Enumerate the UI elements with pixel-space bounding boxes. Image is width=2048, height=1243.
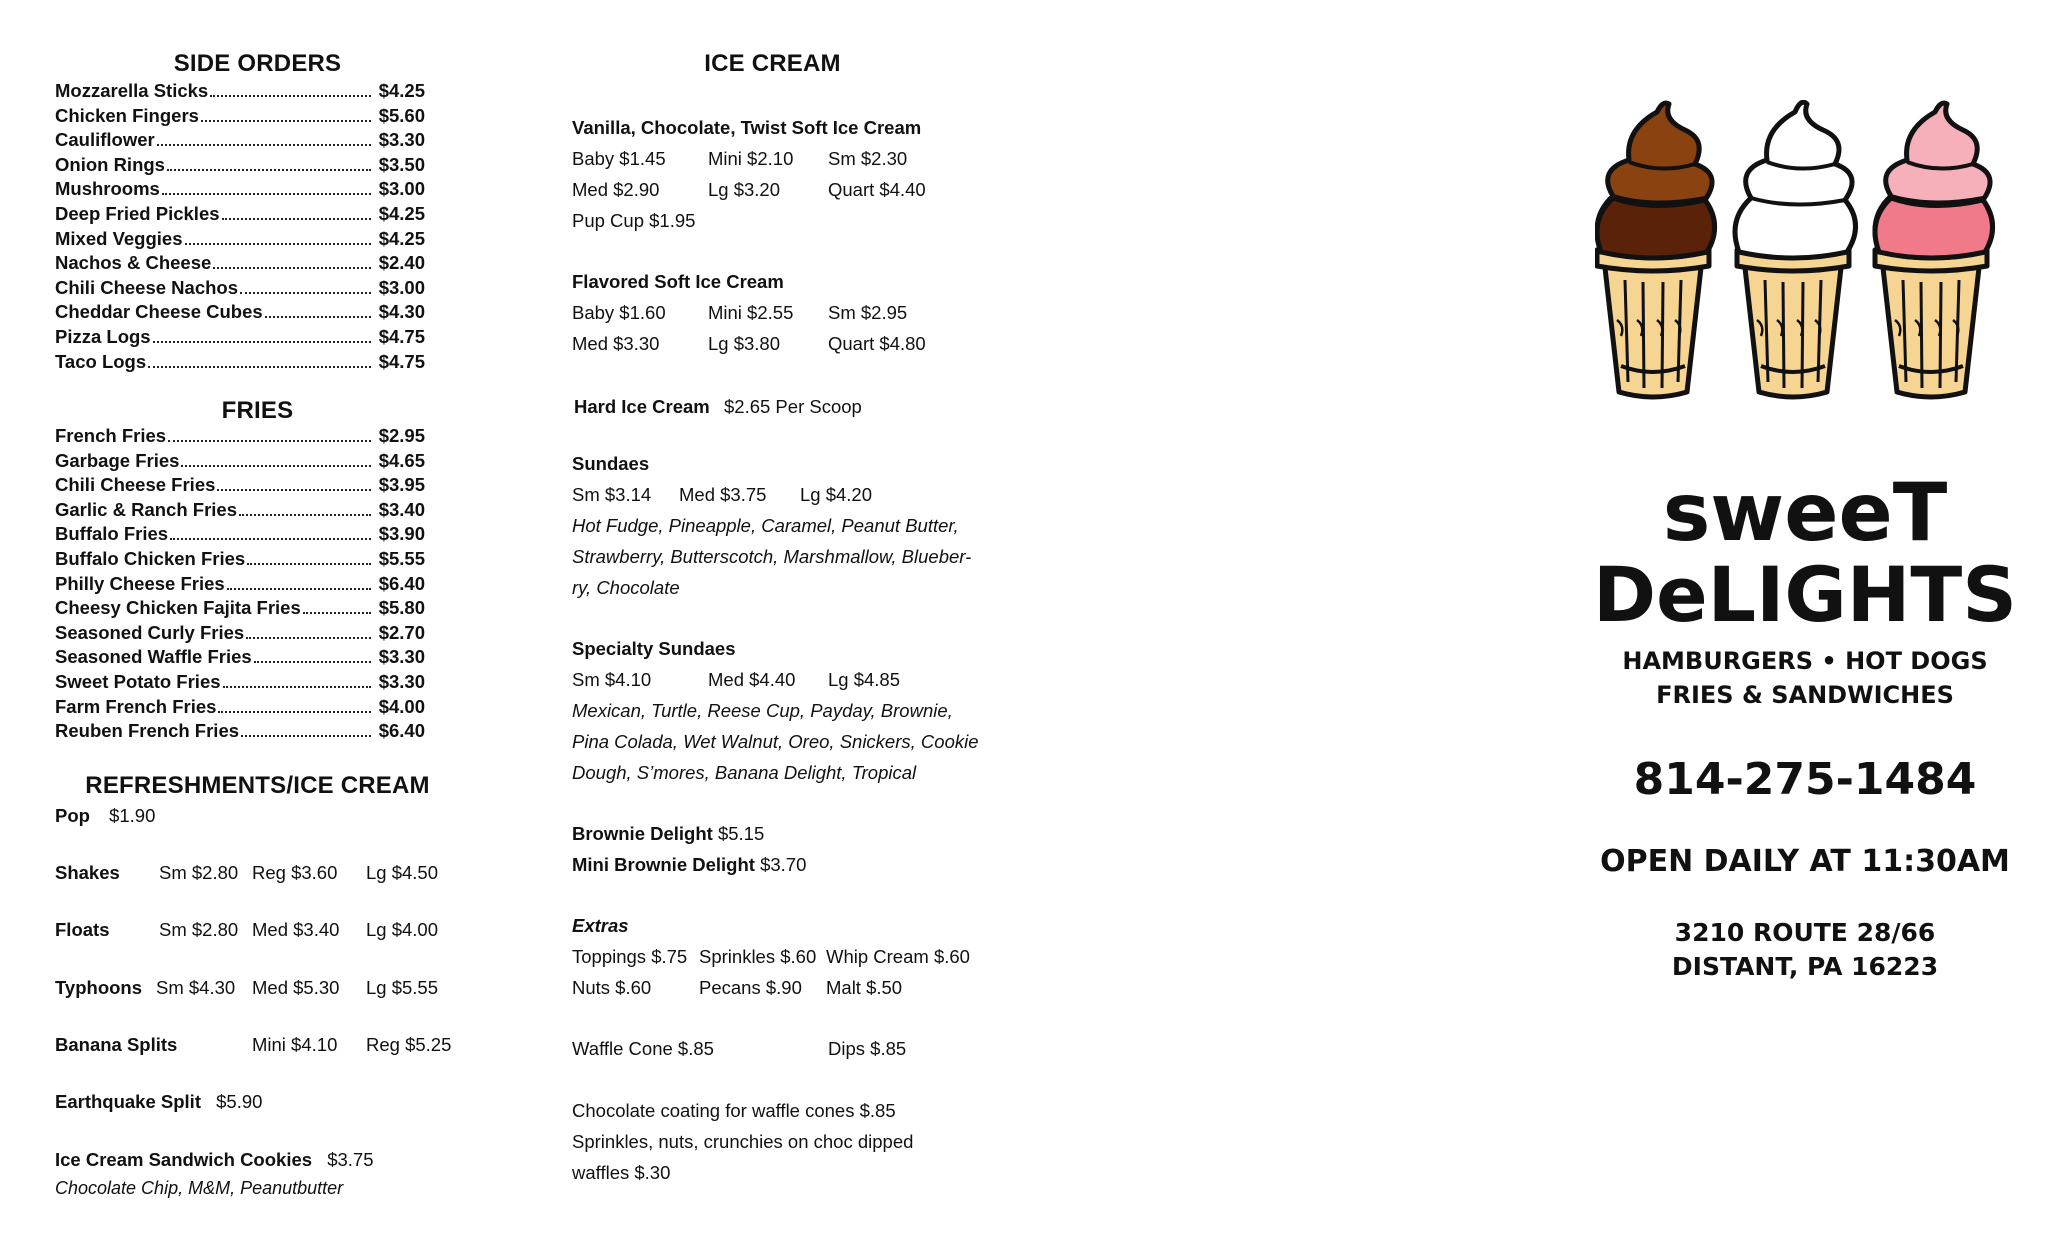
sundaes-title: Sundaes — [572, 453, 650, 474]
shakes-name: Shakes — [55, 862, 120, 883]
fries-item-price: $3.90 — [378, 523, 425, 545]
pop-row — [55, 805, 155, 827]
side-order-item-name: Cheddar Cheese Cubes — [55, 301, 263, 323]
dot-leader — [265, 316, 371, 318]
fries-item-name: Cheesy Chicken Fajita Fries — [55, 597, 301, 619]
sundaes-flavors-2: Strawberry, Butterscotch, Marshmallow, Blueber- — [572, 546, 972, 567]
side-order-row — [55, 105, 425, 130]
fries-item-name: Buffalo Chicken Fries — [55, 547, 246, 569]
fries-item-price: $3.30 — [378, 646, 425, 668]
dot-leader — [185, 243, 372, 245]
typhoons-med: Med $5.30 — [252, 977, 340, 998]
floats-med: Med $3.40 — [252, 919, 340, 940]
side-order-row — [55, 129, 425, 154]
sandwich-name: Ice Cream Sandwich Cookies — [55, 1149, 313, 1170]
fries-row — [55, 646, 425, 671]
side-order-item-name: Deep Fried Pickles — [55, 202, 220, 224]
side-order-item-name: Taco Logs — [55, 350, 147, 372]
banana-name: Banana Splits — [55, 1034, 178, 1055]
pop-name: Pop — [55, 805, 90, 826]
fries-item-name: Garlic & Ranch Fries — [55, 498, 237, 520]
dot-leader — [148, 366, 371, 368]
extras-waffle-cone: Waffle Cone $.85 — [572, 1038, 714, 1059]
extras-coating-1: Chocolate coating for waffle cones $.85 — [572, 1100, 896, 1121]
brand-name-sweet: sweeT — [1662, 466, 1948, 559]
fries-item-name: Buffalo Fries — [55, 523, 169, 545]
fries-item-price: $6.40 — [378, 572, 425, 594]
opening-hours: OPEN DAILY AT 11:30AM — [1600, 844, 2010, 879]
dot-leader — [254, 661, 371, 663]
fries-row — [55, 622, 425, 647]
side-order-item-price: $3.30 — [378, 129, 425, 151]
typhoons-row — [55, 977, 142, 999]
address-line-2: DISTANT, PA 16223 — [1671, 952, 1939, 981]
side-order-row — [55, 154, 425, 179]
extras-sprinkles: Sprinkles $.60 — [699, 946, 817, 967]
floats-lg: Lg $4.00 — [366, 919, 439, 940]
side-order-item-name: Nachos & Cheese — [55, 252, 212, 274]
extras-nuts: Nuts $.60 — [572, 977, 652, 998]
extras-toppings: Toppings $.75 — [572, 946, 688, 967]
sandwich-row — [55, 1149, 373, 1171]
soft-pup-cup: Pup Cup $1.95 — [572, 210, 696, 231]
floats-sm: Sm $2.80 — [159, 919, 239, 940]
hard-price: $2.65 Per Scoop — [724, 396, 862, 417]
banana-row — [55, 1034, 177, 1056]
typhoons-sm: Sm $4.30 — [156, 977, 236, 998]
specialty-flavors-1: Mexican, Turtle, Reese Cup, Payday, Brownie, — [572, 700, 953, 721]
dot-leader — [218, 711, 371, 713]
vanilla-cone-icon — [1735, 102, 1856, 397]
sandwich-flavors: Chocolate Chip, M&M, Peanutbutter — [55, 1178, 344, 1198]
dot-leader — [162, 193, 371, 195]
fries-row — [55, 573, 425, 598]
ice-cream-cones-illustration — [1595, 100, 2015, 405]
fries-item-price: $6.40 — [378, 720, 425, 742]
side-order-item-price: $4.75 — [378, 350, 425, 372]
mini-brownie-price: $3.70 — [760, 854, 807, 875]
side-order-row — [55, 178, 425, 203]
fries-item-price: $2.95 — [378, 425, 425, 446]
fries-item-name: Reuben French Fries — [55, 720, 240, 742]
phone-number: 814-275-1484 — [1633, 754, 1977, 805]
mini-brownie-name: Mini Brownie Delight — [572, 854, 755, 875]
side-orders-list — [55, 80, 425, 375]
soft-mini: Mini $2.10 — [708, 148, 794, 169]
side-order-item-name: Mozzarella Sticks — [55, 80, 209, 101]
fries-item-name: Seasoned Curly Fries — [55, 621, 245, 643]
extras-dips: Dips $.85 — [828, 1038, 907, 1059]
fries-row — [55, 671, 425, 696]
side-order-item-price: $3.50 — [378, 153, 425, 175]
dot-leader — [223, 686, 371, 688]
dot-leader — [201, 120, 371, 122]
specialty-title: Specialty Sundaes — [572, 638, 736, 659]
dot-leader — [247, 563, 371, 565]
extras-title: Extras — [572, 915, 629, 936]
ice-cream-heading: ICE CREAM — [704, 50, 841, 77]
fries-item-name: French Fries — [55, 425, 167, 446]
banana-mini: Mini $4.10 — [252, 1034, 338, 1055]
dot-leader — [241, 735, 371, 737]
banana-reg: Reg $5.25 — [366, 1034, 452, 1055]
side-order-item-name: Onion Rings — [55, 153, 165, 175]
side-order-item-price: $3.00 — [378, 276, 425, 298]
dot-leader — [213, 267, 371, 269]
chocolate-cone-icon — [1597, 103, 1715, 397]
side-order-row — [55, 80, 425, 105]
fries-item-price: $5.80 — [378, 597, 425, 619]
fries-item-price: $3.95 — [378, 474, 425, 496]
fries-row — [55, 548, 425, 573]
brand-name-delights: DeLIGHTS — [1593, 550, 2017, 639]
fries-item-name: Farm French Fries — [55, 695, 217, 717]
dot-leader — [170, 538, 371, 540]
typhoons-lg: Lg $5.55 — [366, 977, 439, 998]
side-order-item-name: Mixed Veggies — [55, 227, 183, 249]
floats-row — [55, 919, 109, 941]
dot-leader — [153, 341, 371, 343]
shakes-sm: Sm $2.80 — [159, 862, 239, 883]
dot-leader — [217, 489, 371, 491]
side-order-item-name: Chicken Fingers — [55, 104, 199, 126]
side-order-item-price: $4.75 — [378, 325, 425, 347]
strawberry-cone-icon — [1875, 103, 1993, 397]
specialty-med: Med $4.40 — [708, 669, 796, 690]
extras-whip-cream: Whip Cream $.60 — [826, 946, 970, 967]
dot-leader — [239, 514, 371, 516]
fries-item-name: Sweet Potato Fries — [55, 670, 221, 692]
side-order-item-name: Chili Cheese Nachos — [55, 276, 239, 298]
flavored-mini: Mini $2.55 — [708, 302, 794, 323]
sundaes-sm: Sm $3.14 — [572, 484, 652, 505]
fries-item-name: Garbage Fries — [55, 449, 180, 471]
sundaes-flavors-1: Hot Fudge, Pineapple, Caramel, Peanut Butter, — [572, 515, 959, 536]
hard-title: Hard Ice Cream — [574, 396, 710, 417]
side-order-item-name: Cauliflower — [55, 129, 155, 151]
side-order-row — [55, 351, 425, 376]
flavored-title: Flavored Soft Ice Cream — [572, 271, 784, 292]
fries-item-name: Philly Cheese Fries — [55, 572, 225, 594]
address-line-1: 3210 ROUTE 28/66 — [1674, 918, 1936, 947]
flavored-sm: Sm $2.95 — [828, 302, 908, 323]
side-order-row — [55, 301, 425, 326]
fries-item-name: Seasoned Waffle Fries — [55, 646, 252, 668]
dot-leader — [222, 218, 371, 220]
side-order-row — [55, 228, 425, 253]
dot-leader — [157, 144, 371, 146]
flavored-quart: Quart $4.80 — [828, 333, 926, 354]
fries-heading: FRIES — [221, 397, 294, 424]
side-order-row — [55, 277, 425, 302]
side-order-item-price: $4.30 — [378, 301, 425, 323]
refreshments-heading: REFRESHMENTS/ICE CREAM — [85, 772, 430, 799]
fries-row — [55, 499, 425, 524]
side-order-item-name: Pizza Logs — [55, 325, 151, 347]
side-order-item-price: $4.25 — [378, 202, 425, 224]
specialty-sm: Sm $4.10 — [572, 669, 652, 690]
soft-quart: Quart $4.40 — [828, 179, 926, 200]
soft-baby: Baby $1.45 — [572, 148, 666, 169]
side-order-item-price: $5.60 — [378, 104, 425, 126]
sundaes-flavors-3: ry, Chocolate — [572, 577, 680, 598]
brownie-name: Brownie Delight — [572, 823, 713, 844]
side-order-row — [55, 252, 425, 277]
flavored-med: Med $3.30 — [572, 333, 660, 354]
fries-item-price: $5.55 — [378, 547, 425, 569]
shakes-row — [55, 862, 120, 884]
fries-item-price: $3.40 — [378, 498, 425, 520]
fries-item-price: $4.65 — [378, 449, 425, 471]
pop-price: $1.90 — [109, 805, 156, 826]
shakes-lg: Lg $4.50 — [366, 862, 439, 883]
fries-item-price: $2.70 — [378, 621, 425, 643]
fries-item-price: $4.00 — [378, 695, 425, 717]
flavored-baby: Baby $1.60 — [572, 302, 666, 323]
fries-row — [55, 597, 425, 622]
sundaes-med: Med $3.75 — [679, 484, 767, 505]
soft-lg: Lg $3.20 — [708, 179, 781, 200]
tagline-1: HAMBURGERS • HOT DOGS — [1622, 647, 1988, 675]
dot-leader — [240, 292, 371, 294]
extras-pecans: Pecans $.90 — [699, 977, 802, 998]
soft-med: Med $2.90 — [572, 179, 660, 200]
earthquake-row — [55, 1091, 262, 1113]
fries-row — [55, 523, 425, 548]
side-order-item-price: $4.25 — [378, 80, 425, 101]
side-orders-heading: SIDE ORDERS — [173, 50, 342, 77]
fries-list — [55, 425, 425, 745]
extras-coating-2: Sprinkles, nuts, crunchies on choc dipped — [572, 1131, 914, 1152]
dot-leader — [227, 588, 371, 590]
dot-leader — [303, 612, 371, 614]
brownie-price: $5.15 — [717, 823, 765, 844]
specialty-lg: Lg $4.85 — [828, 669, 901, 690]
fries-row — [55, 696, 425, 721]
side-order-row — [55, 326, 425, 351]
fries-row — [55, 720, 425, 745]
specialty-flavors-2: Pina Colada, Wet Walnut, Oreo, Snickers, Cookie — [572, 731, 979, 752]
dot-leader — [246, 637, 371, 639]
dot-leader — [167, 169, 371, 171]
shakes-reg: Reg $3.60 — [252, 862, 338, 883]
side-order-row — [55, 203, 425, 228]
floats-name: Floats — [55, 919, 110, 940]
dot-leader — [181, 465, 371, 467]
side-order-item-price: $4.25 — [378, 227, 425, 249]
tagline-2: FRIES & SANDWICHES — [1656, 681, 1954, 709]
dot-leader — [168, 440, 371, 442]
sundaes-lg: Lg $4.20 — [800, 484, 873, 505]
fries-item-name: Chili Cheese Fries — [55, 474, 216, 496]
side-order-item-price: $3.00 — [378, 178, 425, 200]
earthquake-name: Earthquake Split — [55, 1091, 201, 1112]
fries-row — [55, 474, 425, 499]
fries-row — [55, 425, 425, 450]
flavored-lg: Lg $3.80 — [708, 333, 781, 354]
earthquake-price: $5.90 — [216, 1091, 263, 1112]
fries-item-price: $3.30 — [378, 670, 425, 692]
soft-sm: Sm $2.30 — [828, 148, 908, 169]
extras-coating-3: waffles $.30 — [572, 1162, 671, 1183]
sandwich-price: $3.75 — [327, 1149, 374, 1170]
dot-leader — [210, 95, 371, 97]
extras-malt: Malt $.50 — [826, 977, 903, 998]
mini-brownie-row — [572, 854, 806, 876]
side-order-item-name: Mushrooms — [55, 178, 160, 200]
side-order-item-price: $2.40 — [378, 252, 425, 274]
fries-row — [55, 450, 425, 475]
typhoons-name: Typhoons — [55, 977, 143, 998]
brownie-row — [572, 823, 764, 845]
soft-title: Vanilla, Chocolate, Twist Soft Ice Cream — [572, 117, 922, 138]
specialty-flavors-3: Dough, S’mores, Banana Delight, Tropical — [572, 762, 917, 783]
